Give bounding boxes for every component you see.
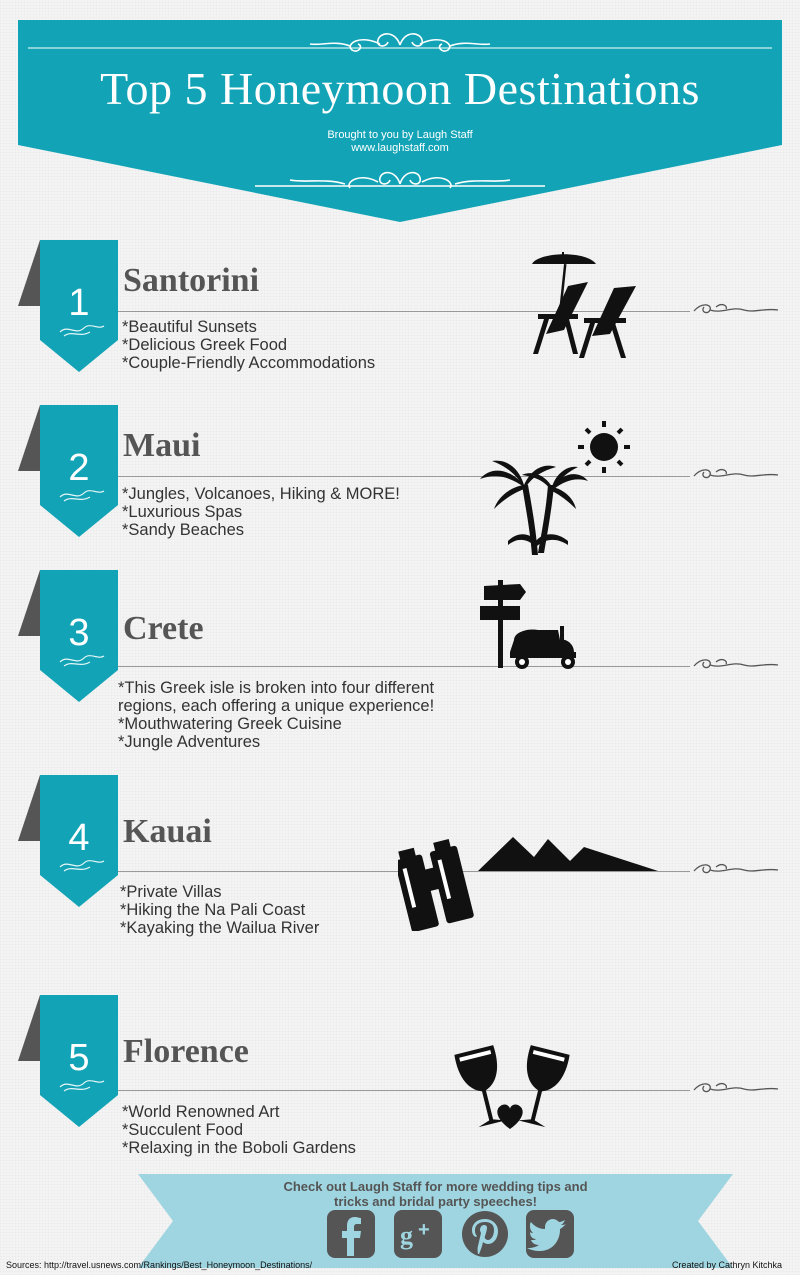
rank-badge (18, 240, 118, 372)
feature-list (120, 883, 319, 937)
sources-text: Sources: http://travel.usnews.com/Rankings/Best_Honeymoon_Destinations/ (6, 1260, 313, 1270)
pinterest-icon[interactable] (461, 1210, 509, 1258)
credit-text: Created by Cathryn Kitchka (671, 1260, 782, 1270)
feature-item: *Sandy Beaches (122, 521, 245, 539)
destination-name: Maui (123, 427, 201, 464)
divider-line (118, 666, 690, 667)
feature-list (118, 679, 434, 751)
cta-line: Check out Laugh Staff for more wedding tips and (283, 1179, 588, 1194)
beach-chairs-umbrella-icon (528, 246, 640, 364)
feature-item: *Couple-Friendly Accommodations (122, 354, 376, 372)
feature-item: *Beautiful Sunsets (122, 318, 257, 336)
feature-item: *Kayaking the Wailua River (120, 919, 320, 937)
feature-item: *Succulent Food (122, 1121, 244, 1139)
feature-item: *Mouthwatering Greek Cuisine (118, 715, 342, 733)
rank-number: 4 (68, 817, 90, 859)
rank-badge (18, 775, 118, 907)
feature-item: *This Greek isle is broken into four different (118, 679, 435, 697)
rank-number: 2 (68, 447, 90, 489)
svg-text:+: + (418, 1219, 430, 1241)
header-banner (0, 0, 800, 225)
destination-name: Kauai (123, 813, 212, 850)
rank-number: 3 (68, 612, 90, 654)
byline: Brought to you by Laugh Staff (327, 129, 473, 141)
flourish-ornament (692, 1077, 782, 1097)
feature-item: *Private Villas (120, 883, 222, 901)
facebook-icon[interactable] (327, 1210, 375, 1258)
rank-number: 5 (68, 1037, 90, 1079)
signpost-scooter-icon (480, 578, 584, 670)
destination-name: Florence (123, 1033, 249, 1070)
flourish-ornament (692, 298, 782, 318)
flourish-ornament (692, 463, 782, 483)
feature-item: regions, each offering a unique experience! (118, 697, 435, 715)
rank-badge (18, 995, 118, 1127)
feature-item: *Hiking the Na Pali Coast (120, 901, 306, 919)
divider-line (118, 1090, 690, 1091)
feature-item: *Jungles, Volcanoes, Hiking & MORE! (122, 485, 400, 503)
website-link[interactable]: www.laughstaff.com (351, 142, 449, 154)
feature-list (122, 1103, 356, 1157)
rank-number: 1 (68, 282, 90, 324)
cta-text (138, 1179, 733, 1209)
destination-name: Santorini (123, 262, 260, 299)
palm-trees-sun-icon (478, 415, 638, 557)
twitter-icon[interactable] (526, 1210, 574, 1258)
rank-badge (18, 570, 118, 702)
feature-item: *Relaxing in the Boboli Gardens (122, 1139, 356, 1157)
google-plus-icon[interactable] (394, 1210, 442, 1258)
feature-item: *Jungle Adventures (118, 733, 261, 751)
wine-glasses-heart-icon (452, 1043, 572, 1139)
feature-list (122, 485, 400, 539)
flourish-ornament (692, 858, 782, 878)
feature-item: *Luxurious Spas (122, 503, 243, 521)
feature-item: *World Renowned Art (122, 1103, 280, 1121)
feature-list (122, 318, 375, 372)
svg-text:g: g (400, 1221, 413, 1250)
cta-line: tricks and bridal party speeches! (333, 1194, 538, 1209)
flourish-ornament (692, 653, 782, 673)
destination-name: Crete (123, 610, 204, 647)
rank-badge (18, 405, 118, 537)
feature-item: *Delicious Greek Food (122, 336, 288, 354)
page-title: Top 5 Honeymoon Destinations (100, 63, 700, 114)
binoculars-mountains-icon (398, 827, 662, 931)
